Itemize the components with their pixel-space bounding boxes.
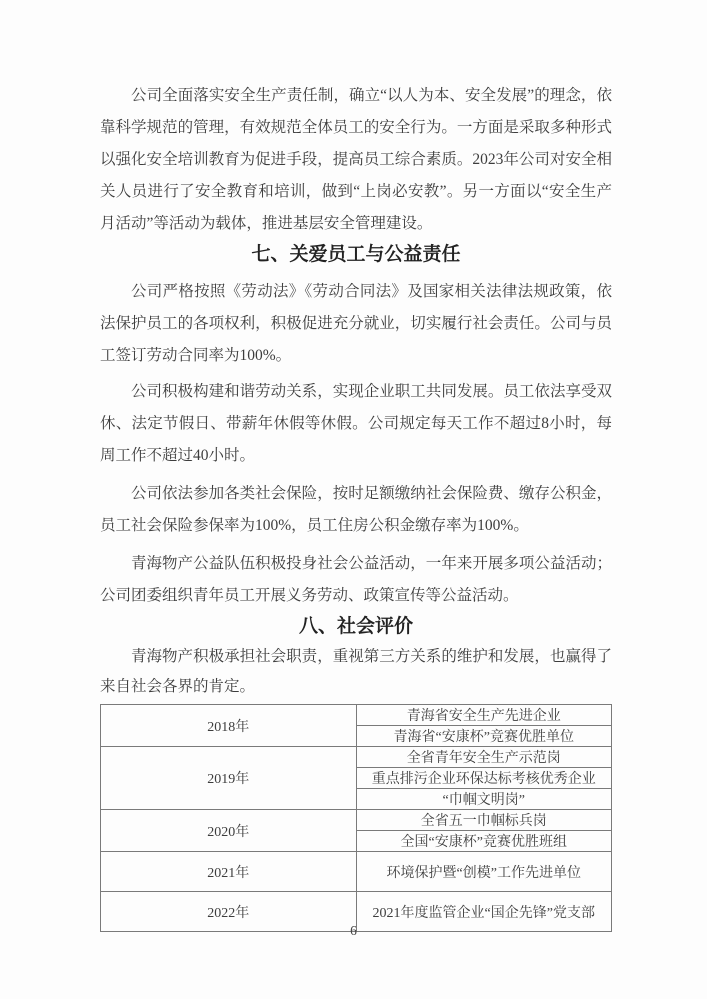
year-cell: 2019年 — [101, 747, 357, 810]
table-row — [101, 810, 612, 831]
award-cell: 重点排污企业环保达标考核优秀企业 — [356, 768, 612, 789]
paragraph-social-evaluation: 青海物产积极承担社会职责，重视第三方关系的维护和发展，也赢得了来自社会各界的肯定。 — [100, 648, 612, 695]
page-content — [100, 80, 612, 932]
paragraph-labor-law: 公司严格按照《劳动法》《劳动合同法》及国家相关法律法规政策，依法保护员工的各项权利，积极促进充分就业，切实履行社会责任。公司与员工签订劳动合同率为100%。 — [100, 283, 612, 364]
table-row — [101, 705, 612, 726]
award-cell: 全省青年安全生产示范岗 — [356, 747, 612, 768]
award-cell: “巾帼文明岗” — [356, 789, 612, 810]
paragraph-social-insurance: 公司依法参加各类社会保险，按时足额缴纳社会保险费、缴存公积金，员工社会保险参保率为100%，员工住房公积金缴存率为100%。 — [100, 485, 612, 534]
page-number: 6 — [350, 923, 357, 938]
award-cell: 全国“安康杯”竞赛优胜班组 — [356, 831, 612, 852]
table-row — [101, 747, 612, 768]
award-cell: 全省五一巾帼标兵岗 — [356, 810, 612, 831]
award-cell: 青海省“安康杯”竞赛优胜单位 — [356, 726, 612, 747]
section-8-heading: 八、社会评价 — [298, 616, 413, 637]
award-cell: 2021年度监管企业“国企先锋”党支部 — [356, 892, 612, 932]
paragraph-labor-relations: 公司积极构建和谐劳动关系，实现企业职工共同发展。员工依法享受双休、法定节假日、带薪年休假等休假。公司规定每天工作不超过8小时，每周工作不超过40小时。 — [100, 383, 612, 464]
award-cell: 青海省安全生产先进企业 — [356, 705, 612, 726]
year-cell: 2018年 — [101, 705, 357, 747]
table-row — [101, 852, 612, 892]
award-cell: 环境保护暨“创模”工作先进单位 — [356, 852, 612, 892]
paragraph-public-welfare: 青海物产公益队伍积极投身社会公益活动，一年来开展多项公益活动；公司团委组织青年员工开展义务劳动、政策宣传等公益活动。 — [100, 555, 612, 604]
year-cell: 2021年 — [101, 852, 357, 892]
section-7-heading: 七、关爱员工与公益责任 — [251, 244, 461, 265]
year-cell: 2020年 — [101, 810, 357, 852]
year-cell: 2022年 — [101, 892, 357, 932]
awards-table — [100, 704, 612, 932]
paragraph-safety-production: 公司全面落实安全生产责任制，确立“以人为本、安全发展”的理念，依靠科学规范的管理，有效规范全体员工的安全行为。一方面是采取多种形式以强化安全培训教育为促进手段，提高员工综合素质。2023年公司对安全相关人员进行了安全教育和培训，做到“上岗必安教”。另一方面以“安全生产月活动”等活动为载体，推进基层安全管理建设。 — [100, 87, 612, 232]
